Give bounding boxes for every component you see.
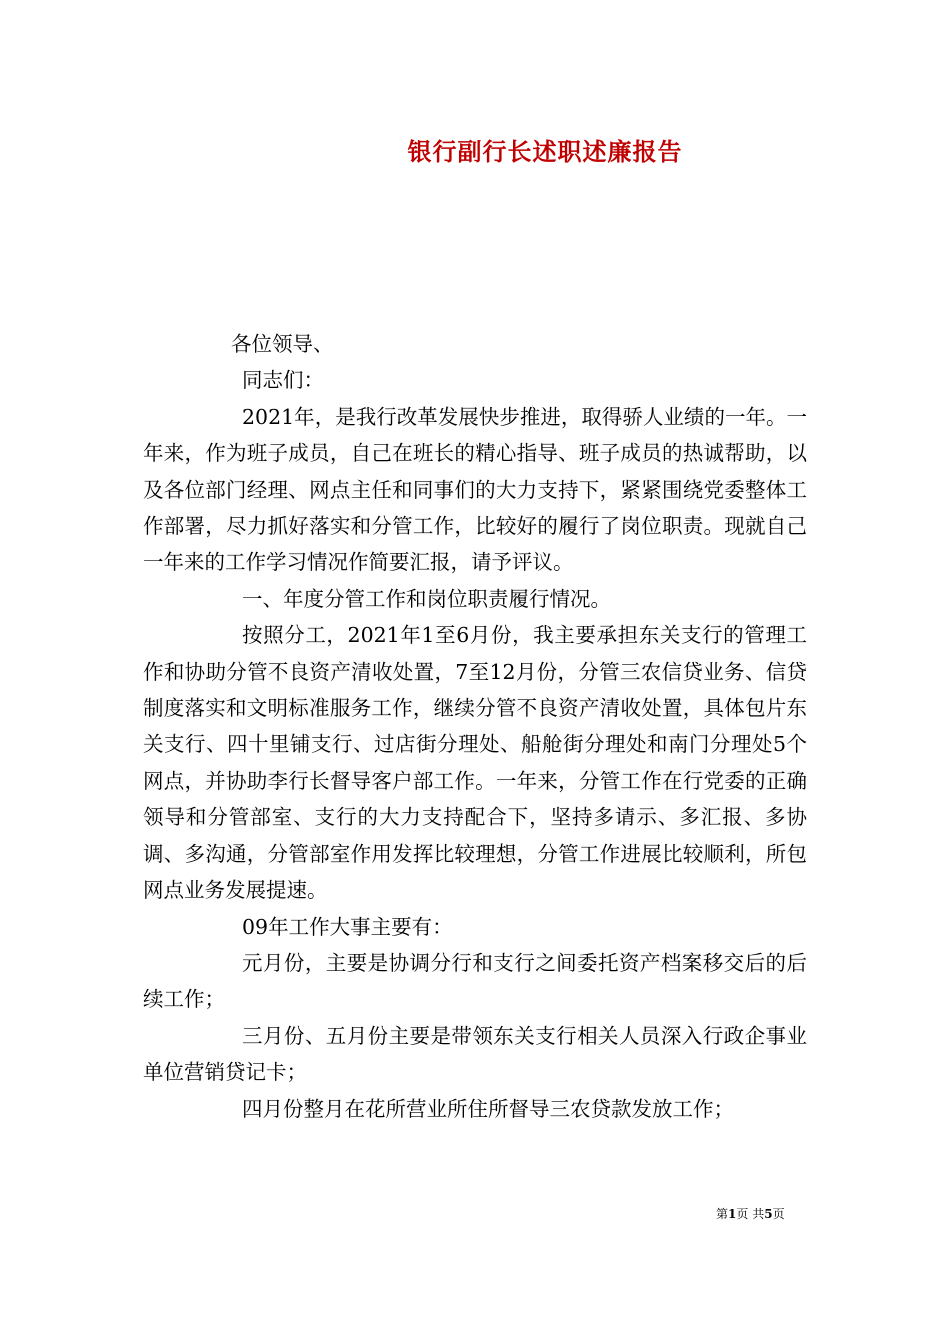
footer-prefix: 第	[716, 1207, 729, 1221]
page-footer	[716, 1205, 785, 1222]
salutation-comrades: 同志们：	[242, 368, 324, 393]
salutation-leaders: 各位领导、	[231, 332, 334, 356]
paragraph-april: 四月份整月在花所营业所住所督导三农贷款发放工作；	[242, 1096, 734, 1121]
footer-page-number: 1	[728, 1207, 737, 1221]
section-heading-1: 一、年度分管工作和岗位职责履行情况。	[242, 586, 611, 611]
paragraph-intro: 2021年，是我行改革发展快步推进，取得骄人业绩的一年。一年来，作为班子成员，自己在班长的精心指导、班子成员的热诚帮助，以及各位部门经理、网点主任和同事们的大力支持下，紧紧围绕党委整体工作部署，尽力抓好落实和分管工作，比较好的履行了岗位职责。现就自己一年来的工作学习情况作简要汇报，请予评议。	[143, 404, 807, 575]
paragraph-major-events: 09年工作大事主要有：	[242, 914, 453, 939]
footer-middle: 页 共	[736, 1207, 765, 1221]
paragraph-march-may: 三月份、五月份主要是带领东关支行相关人员深入行政企事业单位营销贷记卡；	[143, 1023, 807, 1085]
paragraph-division: 按照分工，2021年1至6月份，我主要承担东关支行的管理工作和协助分管不良资产清收处置，7至12月份，分管三农信贷业务、信贷制度落实和文明标准服务工作，继续分管不良资产清收处置，具体包片东关支行、四十里铺支行、过店街分理处、船舱街分理处和南门分理处5个网点，并协助李行长督导客户部工作。一年来，分管工作在行党委的正确领导和分管部室、支行的大力支持配合下，坚持多请示、多汇报、多协调、多沟通，分管部室作用发挥比较理想，分管工作进展比较顺利，所包网点业务发展提速。	[143, 623, 807, 903]
footer-total-pages: 5	[764, 1207, 773, 1221]
paragraph-january: 元月份，主要是协调分行和支行之间委托资产档案移交后的后续工作；	[143, 950, 807, 1012]
document-title: 银行副行长述职述廉报告	[407, 137, 683, 166]
footer-suffix: 页	[772, 1207, 785, 1221]
document-body	[143, 326, 807, 1127]
